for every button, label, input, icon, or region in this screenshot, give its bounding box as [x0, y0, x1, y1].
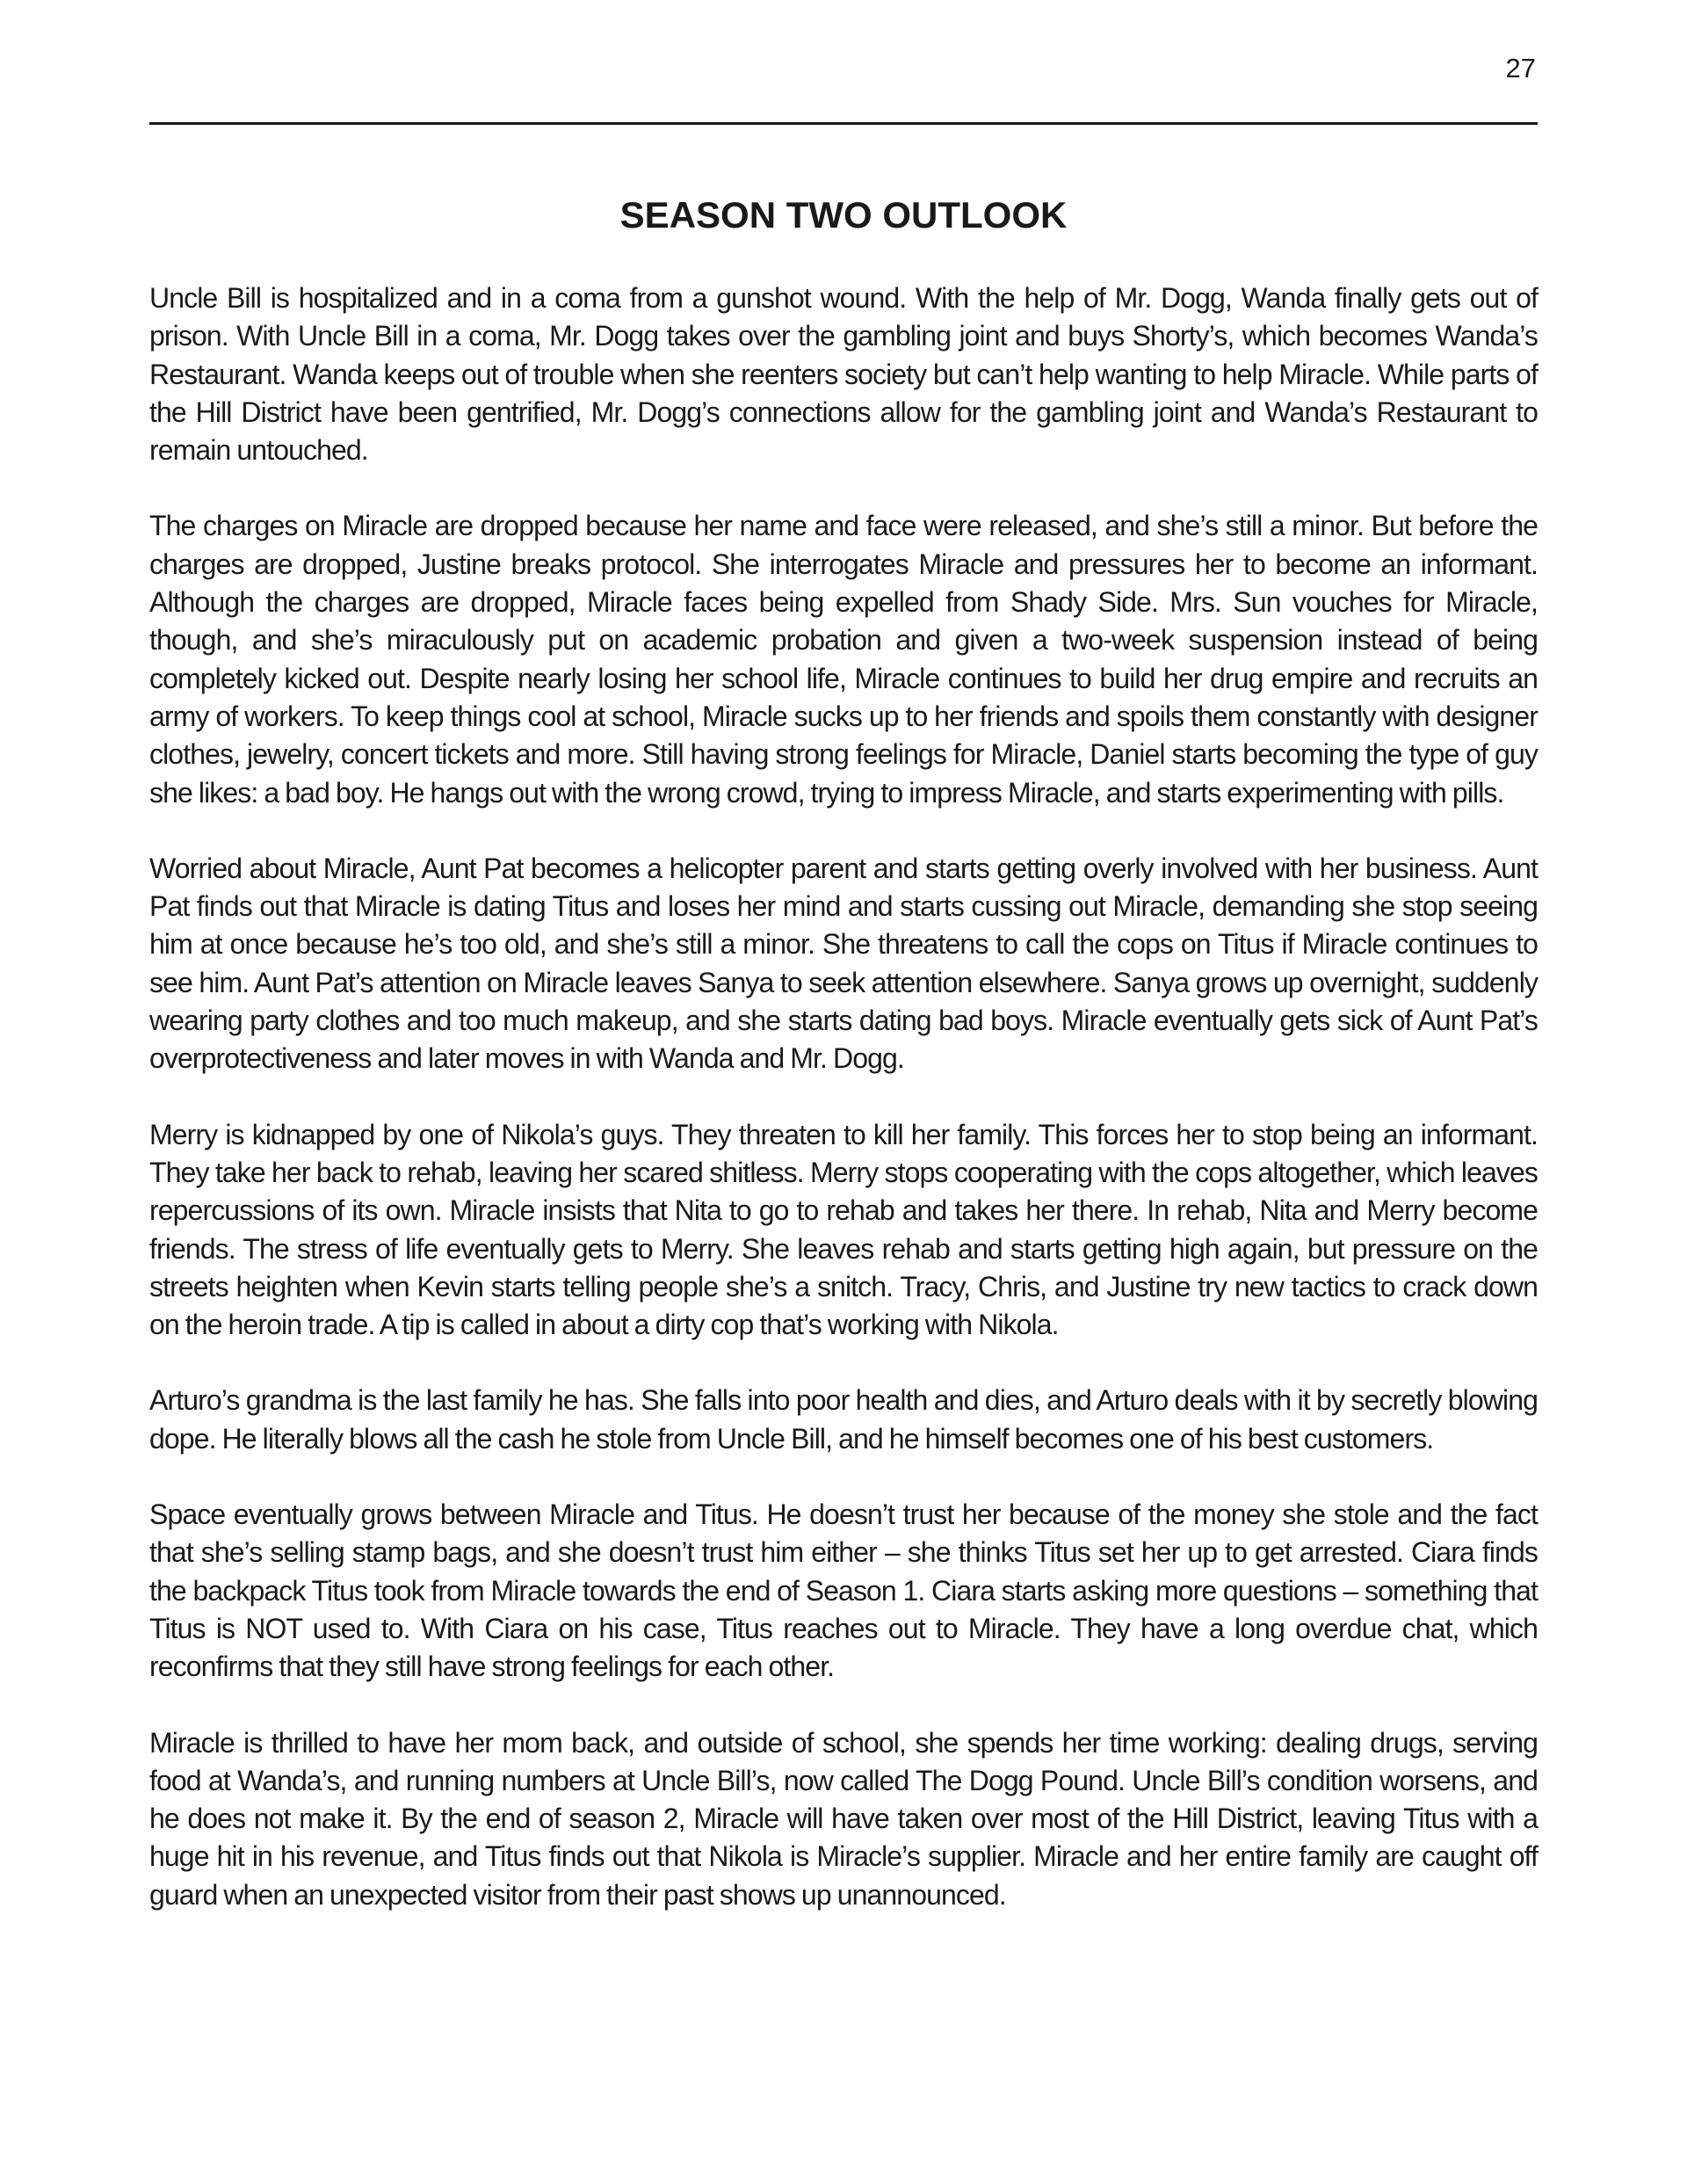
paragraph-miracle-titus: Space eventually grows between Miracle and Titus. He doesn’t trust her because of the money she stole and the fact that she’s selling stamp bags, and she doesn’t trust him either – she thinks Titus set her up to get arrested. Ciara finds the backpack Titus took from Miracle towards the end of Season 1. Ciara starts asking more questions – something that Titus is NOT used to. With Ciara on his case, Titus reaches out to Miracle. They have a long overdue chat, which reconfirms that they still have strong feelings for each other. [149, 1498, 1538, 1683]
header-rule [149, 122, 1538, 125]
paragraph-arturo: Arturo’s grandma is the last family he has. She falls into poor health and dies, and Arturo deals with it by secretly blowing dope. He literally blows all the cash he stole from Uncle Bill, and he himself becomes one of his best customers. [149, 1384, 1538, 1455]
page-number: 27 [1505, 53, 1536, 83]
paragraph-aunt-pat: Worried about Miracle, Aunt Pat becomes a helicopter parent and starts getting overly involved with her business. Aunt Pat finds out that Miracle is dating Titus and loses her mind and starts cussing out Miracle, demanding she stop seeing him at once because he’s too old, and she’s still a minor. She threatens to call the cops on Titus if Miracle continues to see him. Aunt Pat’s attention on Miracle leaves Sanya to seek attention elsewhere. Sanya grows up overnight, suddenly wearing party clothes and too much makeup, and she starts dating bad boys. Miracle eventually gets sick of Aunt Pat’s overprotectiveness and later moves in with Wanda and Mr. Dogg. [149, 852, 1538, 1075]
paragraph-uncle-bill: Uncle Bill is hospitalized and in a coma from a gunshot wound. With the help of Mr. Dogg, Wanda finally gets out of prison. With Uncle Bill in a coma, Mr. Dogg takes over the gambling joint and buys Shorty’s, which becomes Wanda’s Restaurant. Wanda keeps out of trouble when she reenters society but can’t help wanting to help Miracle. While parts of the Hill District have been gentrified, Mr. Dogg’s connections allow for the gambling joint and Wanda’s Restaurant to remain untouched. [149, 282, 1538, 467]
paragraph-charges-dropped: The charges on Miracle are dropped because her name and face were released, and she’s still a minor. But before the charges are dropped, Justine breaks protocol. She interrogates Miracle and pressures her to become an informant. Although the charges are dropped, Miracle faces being expelled from Shady Side. Mrs. Sun vouches for Miracle, though, and she’s miraculously put on academic probation and given a two-week suspension instead of being completely kicked out. Despite nearly losing her school life, Miracle continues to build her drug empire and recruits an army of workers. To keep things cool at school, Miracle sucks up to her friends and spoils them constantly with designer clothes, jewelry, concert tickets and more. Still having strong feelings for Miracle, Daniel starts becoming the type of guy she likes: a bad boy. He hangs out with the wrong crowd, trying to impress Miracle, and starts experimenting with pills. [149, 510, 1538, 809]
paragraph-merry: Merry is kidnapped by one of Nikola’s guys. They threaten to kill her family. This forces her to stop being an informant. They take her back to rehab, leaving her scared shitless. Merry stops cooperating with the cops altogether, which leaves repercussions of its own. Miracle insists that Nita to go to rehab and takes her there. In rehab, Nita and Merry become friends. The stress of life eventually gets to Merry. She leaves rehab and starts getting high again, but pressure on the streets heighten when Kevin starts telling people she’s a snitch. Tracy, Chris, and Justine try new tactics to crack down on the heroin trade. A tip is called in about a dirty cop that’s working with Nikola. [149, 1118, 1538, 1341]
paragraph-miracle-mom: Miracle is thrilled to have her mom back, and outside of school, she spends her time working: dealing drugs, serving food at Wanda’s, and running numbers at Uncle Bill’s, now called The Dogg Pound. Uncle Bill’s condition worsens, and he does not make it. By the end of season 2, Miracle will have taken over most of the Hill District, leaving Titus with a huge hit in his revenue, and Titus finds out that Nikola is Miracle’s supplier. Miracle and her entire family are caught off guard when an unexpected visitor from their past shows up unannounced. [149, 1726, 1538, 1911]
page-title: SEASON TWO OUTLOOK [619, 194, 1068, 236]
body-text [149, 279, 1538, 1914]
